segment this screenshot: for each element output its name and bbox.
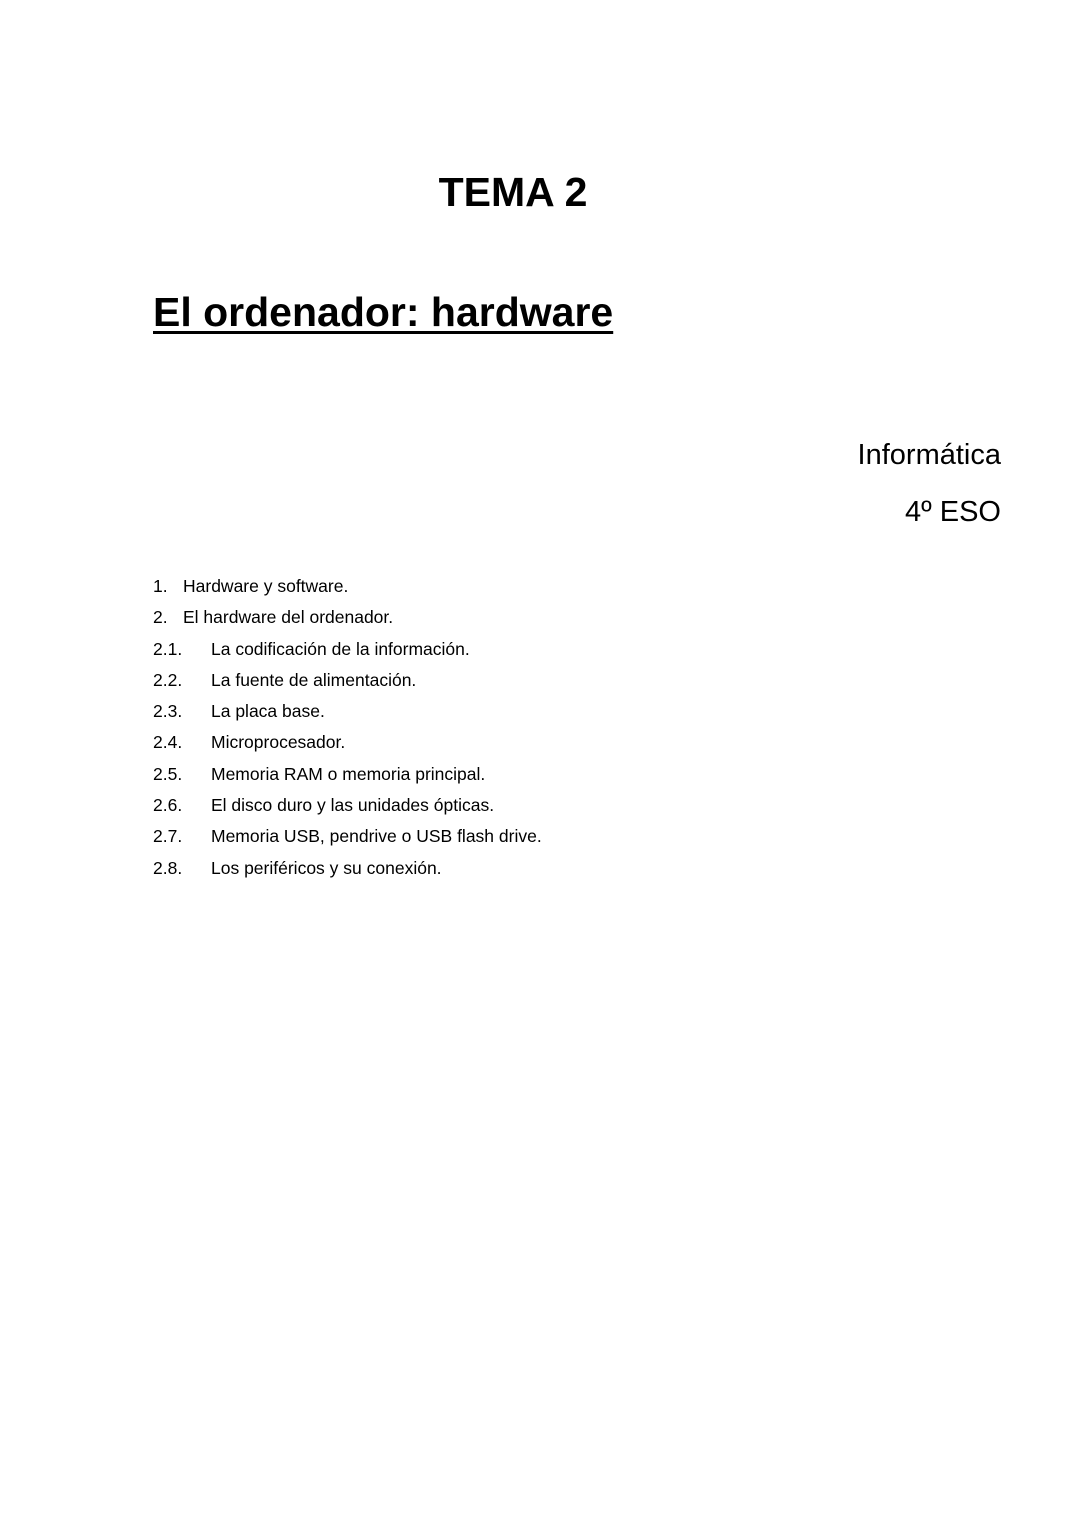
- toc-item-text: Los periféricos y su conexión.: [211, 857, 442, 878]
- toc-item-number: 1.: [153, 576, 168, 596]
- chapter-heading: TEMA 2: [438, 169, 588, 215]
- toc-item-text: La fuente de alimentación.: [211, 669, 417, 690]
- toc-item-text: Memoria USB, pendrive o USB flash drive.: [211, 826, 542, 847]
- course-label: 4º ESO: [904, 496, 1001, 528]
- document-title: El ordenador: hardware: [153, 289, 614, 335]
- toc-item-number: 2.6.: [153, 795, 183, 816]
- toc-item-text: El hardware del ordenador.: [183, 607, 394, 628]
- toc-item: [153, 792, 542, 823]
- toc-item-number: 2.3.: [153, 701, 183, 722]
- toc-item: [153, 855, 542, 886]
- toc-item: [153, 698, 542, 729]
- toc-item: [153, 667, 542, 698]
- toc-item: [153, 823, 542, 854]
- toc-item-number: 2.: [153, 607, 168, 628]
- table-of-contents: [153, 573, 542, 886]
- toc-item-text: Microprocesador.: [211, 732, 346, 753]
- toc-item-number: 2.7.: [153, 826, 183, 847]
- toc-item-number: 2.1.: [153, 638, 183, 659]
- toc-item-text: La placa base.: [211, 701, 325, 722]
- toc-item-number: 2.8.: [153, 857, 183, 878]
- toc-item: [153, 636, 542, 667]
- toc-item: [153, 729, 542, 760]
- toc-item-number: 2.5.: [153, 763, 183, 784]
- toc-item-number: 2.4.: [153, 732, 183, 753]
- toc-item: [153, 604, 542, 635]
- subject-label: Informática: [857, 439, 1001, 471]
- toc-item-text: El disco duro y las unidades ópticas.: [211, 795, 495, 816]
- toc-item-text: Memoria RAM o memoria principal.: [211, 763, 486, 784]
- toc-item-number: 2.2.: [153, 669, 183, 690]
- toc-item-text: Hardware y software.: [183, 576, 349, 596]
- toc-item: [153, 761, 542, 792]
- toc-item-text: La codificación de la información.: [211, 638, 470, 659]
- toc-item: [153, 573, 542, 604]
